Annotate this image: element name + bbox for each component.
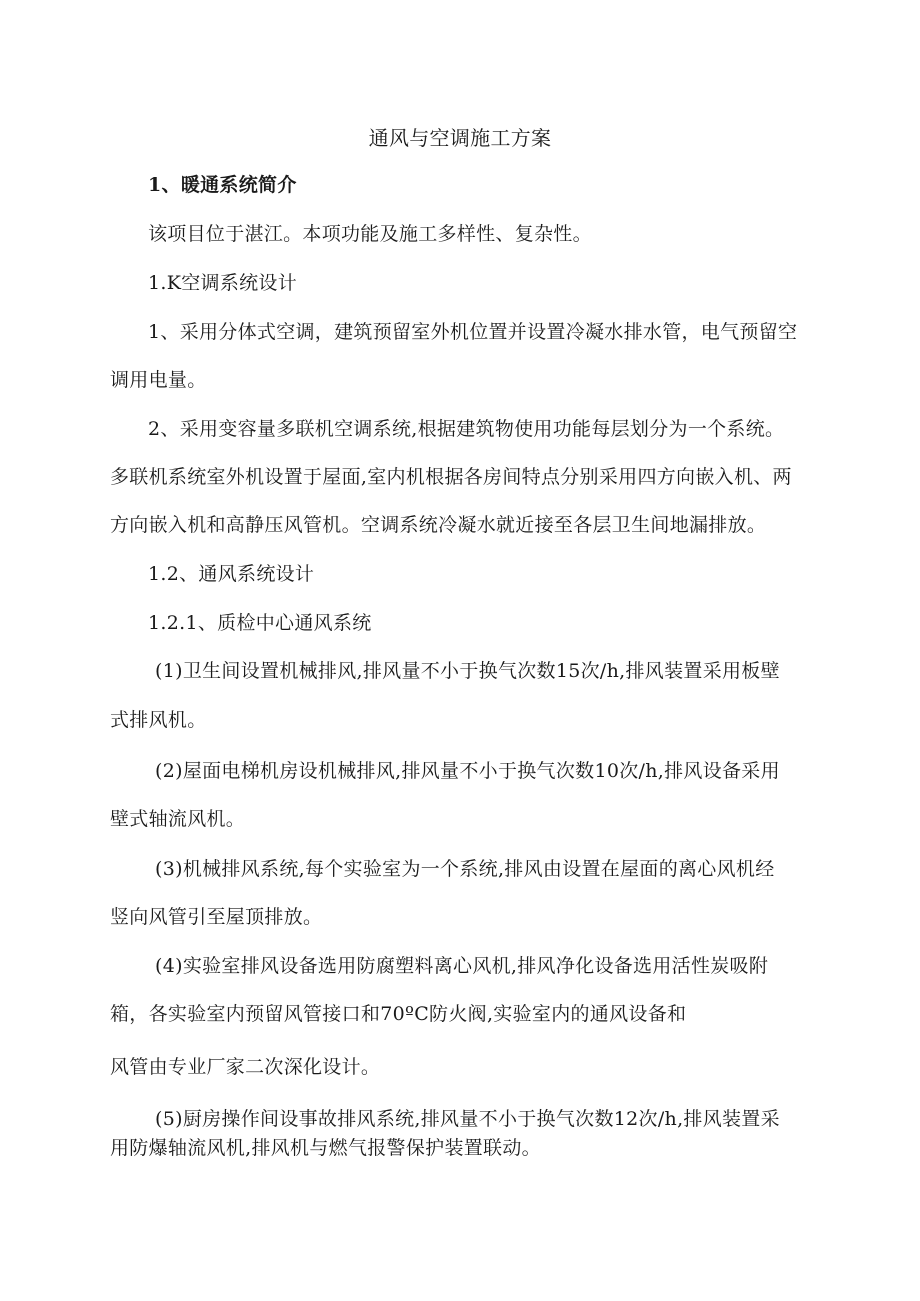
paragraph-line: 风管由专业厂家二次深化设计。 <box>110 1056 381 1078</box>
paragraph-line: 2、采用变容量多联机空调系统,根据建筑物使用功能每层划分为一个系统。 <box>148 418 785 440</box>
paragraph-line: 多联机系统室外机设置于屋面,室内机根据各房间特点分别采用四方向嵌入机、两 <box>110 466 792 488</box>
document-title: 通风与空调施工方案 <box>368 126 552 150</box>
paragraph-line: (5)厨房操作间设事故排风系统,排风量不小于换气次数12次/h,排风装置采 <box>155 1108 780 1130</box>
intro-paragraph: 该项目位于湛江。本项功能及施工多样性、复杂性。 <box>148 223 592 245</box>
paragraph-line: 式排风机。 <box>110 709 207 731</box>
paragraph-line: (3)机械排风系统,每个实验室为一个系统,排风由设置在屋面的离心风机经 <box>155 858 775 880</box>
paragraph-line: 调用电量。 <box>110 369 207 391</box>
paragraph-line: 用防爆轴流风机,排风机与燃气报警保护装置联动。 <box>110 1137 541 1159</box>
section-heading-1-2: 1.2、通风系统设计 <box>148 563 315 585</box>
paragraph-line: (1)卫生间设置机械排风,排风量不小于换气次数15次/h,排风装置采用板壁 <box>155 660 780 682</box>
paragraph-line: (4)实验室排风设备选用防腐塑料离心风机,排风净化设备选用活性炭吸附 <box>155 955 769 977</box>
paragraph-line: 箱，各实验室内预留风管接口和70ºC防火阀,实验室内的通风设备和 <box>110 1003 687 1025</box>
paragraph-line: 竖向风管引至屋顶排放。 <box>110 906 323 928</box>
paragraph-line: 方向嵌入机和高静压风管机。空调系统冷凝水就近接至各层卫生间地漏排放。 <box>110 514 767 536</box>
section-heading-1-2-1: 1.2.1、质检中心通风系统 <box>148 612 372 634</box>
section-heading-1: 1、暖通系统简介 <box>148 174 297 196</box>
paragraph-line: 1、采用分体式空调，建筑预留室外机位置并设置冷凝水排水管，电气预留空 <box>148 321 798 343</box>
paragraph-line: 壁式轴流风机。 <box>110 808 246 830</box>
section-heading-1-1: 1.K空调系统设计 <box>148 272 298 294</box>
paragraph-line: (2)屋面电梯机房设机械排风,排风量不小于换气次数10次/h,排风设备采用 <box>155 760 780 782</box>
